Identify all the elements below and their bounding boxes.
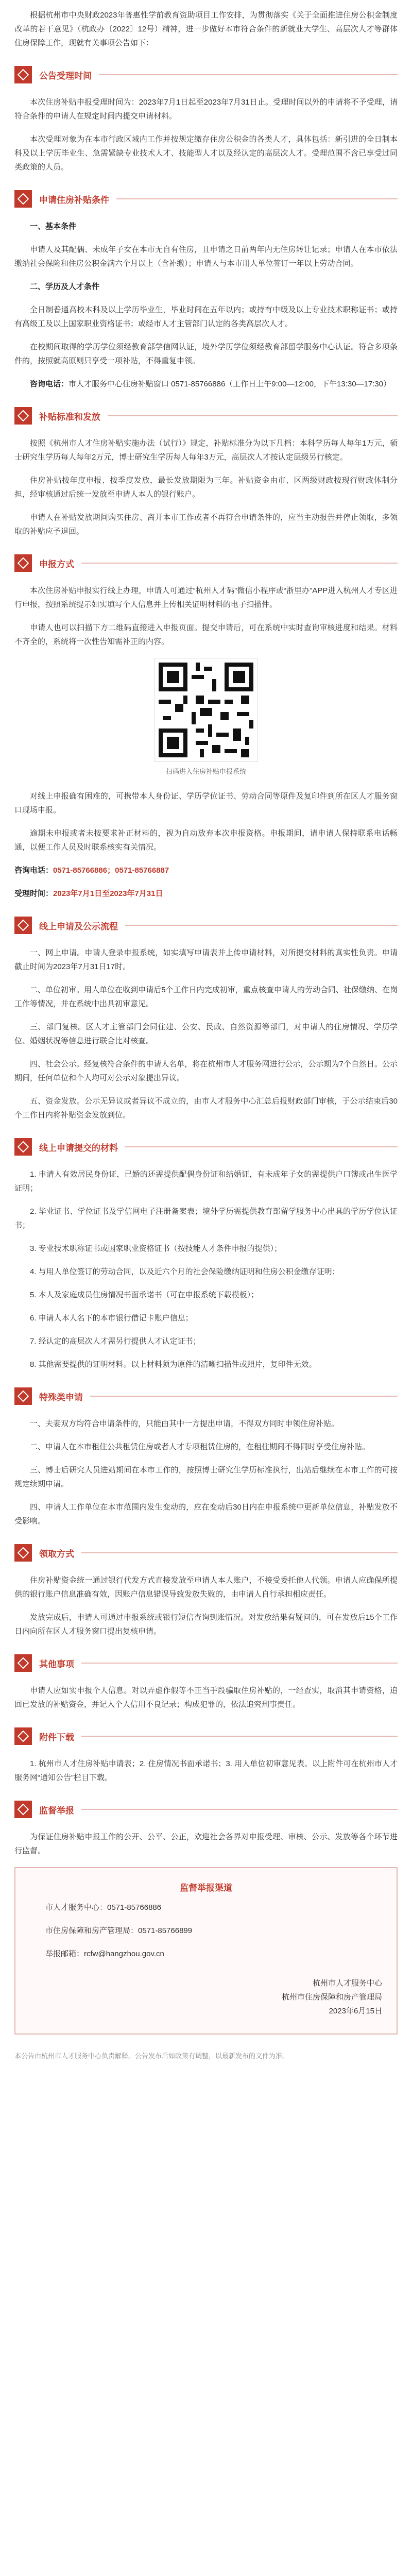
qr-code-block [14,658,398,776]
section-marker-icon [14,66,32,83]
s6-item-6: 6. 申请人本人名下的本市银行借记卡账户信息； [30,1314,193,1323]
section-divider [81,1663,398,1664]
s1-paragraph-1: 本次住房补贴申报受理时间为：2023年7月1日起至2023年7月31日止。受理时间以外的申请将不予受理，请符合条件的申请人在规定时间内提交申请材料。 [14,98,398,121]
s7-paragraph-4: 四、申请人工作单位在本市范围内发生变动的，应在变动后30日内在申报系统中更新单位信息，补贴发放不受影响。 [14,1503,398,1526]
section-title-5: 线上申请及公示流程 [39,921,118,931]
s2-contact-value: 市人才服务中心住房补贴窗口 0571-85766886（工作日上午9:00—12:00，下午13:30—17:30） [68,380,391,388]
s3-paragraph-1: 按照《杭州市人才住房补贴实施办法（试行）》规定，补贴标准分为以下几档：本科学历每人每年1万元，硕士研究生学历每人每年2万元，博士研究生学历每人每年3万元，高层次人才按认定层级另行核定。 [14,439,398,462]
section-header-4 [14,554,398,572]
section-title-6: 线上申请提交的材料 [39,1143,118,1153]
section-divider [116,198,398,199]
qr-code-icon[interactable] [154,658,258,762]
s4-time-value: 2023年7月1日至2023年7月31日 [53,889,163,898]
s4-time [14,887,398,901]
s2-contact-label: 咨询电话： [30,380,69,388]
section-divider [108,415,398,416]
signature-block [30,1976,382,2018]
s6-item-4: 4. 与用人单位签订的劳动合同，以及近六个月的社会保险缴纳证明和住房公积金缴存证明； [30,1267,340,1276]
s4-paragraph-4: 逾期未申报或者未按要求补正材料的，视为自动放弃本次申报资格。申报期间，请申请人保持联系电话畅通，以便工作人员及时联系核实有关情况。 [14,829,398,852]
s7-paragraph-1: 一、夫妻双方均符合申请条件的，只能由其中一方提出申请，不得双方同时申领住房补贴。 [30,1419,339,1428]
report-box-title: 监督举报渠道 [180,1883,232,1893]
signature-org-2: 杭州市住房保障和房产管理局 [281,1993,382,2002]
section-title-1: 公告受理时间 [39,71,92,81]
s8-paragraph-1: 住房补贴资金统一通过银行代发方式直接发放至申请人本人账户，不接受委托他人代领。申请人应确保所提供的银行账户信息准确有效，因账户信息错误导致发放失败的，由申请人自行承担相应责任。 [14,1576,398,1599]
signature-org-1: 杭州市人才服务中心 [312,1979,382,1988]
section-divider [125,925,398,926]
section-marker-icon [14,1727,32,1745]
section-title-3: 补贴标准和发放 [39,412,100,422]
s2-paragraph-2: 全日制普通高校本科及以上学历毕业生，毕业时间在五年以内；或持有中级及以上专业技术职称证书；或持有高级工及以上国家职业资格证书；或经市人才主管部门认定的各类高层次人才。 [14,306,398,328]
intro-paragraph: 根据杭州市中央财政2023年普惠性学前教育资助项目工作安排，为贯彻落实《关于全面推进住房公积金制度改革的若干意见》（杭政办〔2022〕12号）精神，进一步做好本市符合条件的新就业大学生、高层次人才等群体住房保障工作，现就有关事项公告如下： [14,11,398,47]
signature-date: 2023年6月15日 [329,2007,382,2015]
section-header-1 [14,65,398,84]
s3-paragraph-2: 住房补贴按年度申报、按季度发放，最长发放期限为三年。补贴资金由市、区两级财政按现行财政体制分担，经审核通过后统一发放至申请人本人的银行账户。 [14,476,398,499]
s5-paragraph-5: 五、资金发放。公示无异议或者异议不成立的，由市人才服务中心汇总后报财政部门审核，于公示结束后30个工作日内将补贴资金发放到位。 [14,1097,398,1120]
s2-paragraph-3: 在校期间取得的学历学位须经教育部学信网认证，境外学历学位须经教育部留学服务中心认证。符合多项条件的，按照就高原则只享受一项补贴，不得重复申领。 [14,343,398,365]
section-header-11 [14,1800,398,1819]
report-line-3: 举报邮箱：rcfw@hangzhou.gov.cn [45,1950,164,1958]
s7-paragraph-2: 二、申请人在本市租住公共租赁住房或者人才专项租赁住房的，在租住期间不得同时享受住房补贴。 [30,1443,370,1451]
section-title-2: 申请住房补贴条件 [39,195,109,205]
section-divider [81,563,398,564]
section-header-5 [14,916,398,935]
s4-time-label: 受理时间： [14,889,54,898]
s6-item-2: 2. 毕业证书、学位证书及学信网电子注册备案表；境外学历需提供教育部留学服务中心出具的学历学位认证书； [14,1207,398,1230]
s5-paragraph-2: 二、单位初审。用人单位在收到申请后5个工作日内完成初审，重点核查申请人的劳动合同、社保缴纳、在岗工作等情况，并在系统中出具初审意见。 [14,986,398,1008]
section-marker-icon [14,190,32,208]
section-header-3 [14,406,398,425]
report-line-2: 市住房保障和房产管理局：0571-85766899 [45,1926,193,1935]
section-title-10: 附件下载 [39,1732,74,1742]
section-header-9 [14,1654,398,1672]
section-marker-icon [14,554,32,572]
s2-heading-1: 一、基本条件 [30,222,77,231]
qr-caption: 扫码进入住房补贴申报系统 [165,768,246,775]
section-marker-icon [14,1654,32,1672]
s7-paragraph-3: 三、博士后研究人员进站期间在本市工作的，按照博士研究生学历标准执行，出站后继续在本市工作的可按规定续期申请。 [14,1466,398,1488]
s5-paragraph-4: 四、社会公示。经复核符合条件的申请人名单，将在杭州市人才服务网进行公示，公示期为7个自然日。公示期间，任何单位和个人均可对公示对象提出异议。 [14,1060,398,1082]
section-marker-icon [14,917,32,934]
s6-item-8: 8. 其他需要提供的证明材料。以上材料须为原件的清晰扫描件或照片，复印件无效。 [30,1360,317,1369]
section-divider [81,1736,398,1737]
s5-paragraph-1: 一、网上申请。申请人登录申报系统，如实填写申请表并上传申请材料，对所提交材料的真实性负责。申请截止时间为2023年7月31日17时。 [14,948,398,971]
section-divider [99,74,398,75]
s4-paragraph-2: 申请人也可以扫描下方二维码直接进入申报页面。提交申请后，可在系统中实时查询审核进度和结果。材料不齐全的，系统将一次性告知需补正的内容。 [14,623,398,646]
s4-paragraph-3: 对线上申报确有困难的，可携带本人身份证、学历学位证书、劳动合同等原件及复印件到所在区人才服务窗口现场申报。 [14,792,398,815]
section-marker-icon [14,1544,32,1562]
section-header-8 [14,1544,398,1562]
s2-paragraph-1: 申请人及其配偶、未成年子女在本市无自有住房，且申请之日前两年内无住房转让记录；申请人在本市依法缴纳社会保险和住房公积金满六个月以上（含补缴）；申请人与本市用人单位签订一年以上劳动合同。 [14,245,398,268]
s2-contact [14,377,398,391]
footnote: 本公告由杭州市人才服务中心负责解释。公告发布后如政策有调整，以最新发布的文件为准。 [14,2052,289,2060]
section-header-10 [14,1727,398,1745]
section-title-7: 特殊类申请 [39,1392,83,1402]
section-title-8: 领取方式 [39,1549,74,1559]
s5-paragraph-3: 三、部门复核。区人才主管部门会同住建、公安、民政、自然资源等部门，对申请人的住房情况、学历学位、婚姻状况等信息进行联合比对核查。 [14,1023,398,1045]
report-contact-box [14,1867,398,2035]
s4-consult [14,863,398,877]
section-divider [81,1809,398,1810]
section-marker-icon [14,1138,32,1156]
s4-paragraph-1: 本次住房补贴申报实行线上办理，申请人可通过“杭州人才码”微信小程序或“浙里办”APP进入杭州人才专区进行申报，按照系统提示如实填写个人信息并上传相关证明材料的电子扫描件。 [14,586,398,609]
section-divider [90,1396,398,1397]
section-marker-icon [14,407,32,425]
s9-paragraph-1: 申请人应如实申报个人信息。对以弄虚作假等不正当手段骗取住房补贴的，一经查实，取消其申请资格，追回已发放的补贴资金，并记入个人信用不良记录；构成犯罪的，依法追究刑事责任。 [14,1686,398,1709]
section-header-2 [14,190,398,208]
s4-consult-value: 0571-85766886；0571-85766887 [53,866,169,875]
s6-item-7: 7. 经认定的高层次人才需另行提供人才认定证书； [30,1337,201,1346]
section-header-7 [14,1387,398,1405]
s3-paragraph-3: 申请人在补贴发放期间购买住房、离开本市工作或者不再符合申请条件的，应当主动报告并停止领取，多领取的补贴应予退回。 [14,513,398,536]
s6-item-1: 1. 申请人有效居民身份证，已婚的还需提供配偶身份证和结婚证，有未成年子女的需提供户口簿或出生医学证明； [14,1170,398,1193]
s6-item-5: 5. 本人及家庭成员住房情况书面承诺书（可在申报系统下载模板）； [30,1291,259,1299]
section-title-11: 监督举报 [39,1805,74,1816]
s6-item-3: 3. 专业技术职称证书或国家职业资格证书（按技能人才条件申报的提供）； [30,1244,282,1253]
s8-paragraph-2: 发放完成后，申请人可通过申报系统或银行短信查询到账情况。对发放结果有疑问的，可在发放后15个工作日内向所在区人才服务窗口提出复核申请。 [14,1613,398,1636]
section-marker-icon [14,1801,32,1818]
section-marker-icon [14,1387,32,1405]
s10-paragraph-1: 1. 杭州市人才住房补贴申请表；2. 住房情况书面承诺书；3. 用人单位初审意见表。以上附件可在杭州市人才服务网“通知公告”栏目下载。 [14,1759,398,1782]
section-divider [125,1146,398,1147]
section-header-6 [14,1138,398,1156]
s4-consult-label: 咨询电话： [14,866,54,875]
s2-heading-2: 二、学历及人才条件 [30,282,100,291]
section-divider [81,1552,398,1553]
s1-paragraph-2: 本次受理对象为在本市行政区域内工作并按规定缴存住房公积金的各类人才，具体包括：新引进的全日制本科及以上学历毕业生、急需紧缺专业技术人才、技能型人才以及经认定的高层次人才。受理范围不含已享受过同类政策的人员。 [14,135,398,172]
report-line-1: 市人才服务中心：0571-85766886 [45,1903,162,1912]
section-title-4: 申报方式 [39,559,74,569]
s11-paragraph-1: 为保证住房补贴申报工作的公开、公平、公正，欢迎社会各界对申报受理、审核、公示、发放等各个环节进行监督。 [14,1833,398,1855]
section-title-9: 其他事项 [39,1659,74,1669]
